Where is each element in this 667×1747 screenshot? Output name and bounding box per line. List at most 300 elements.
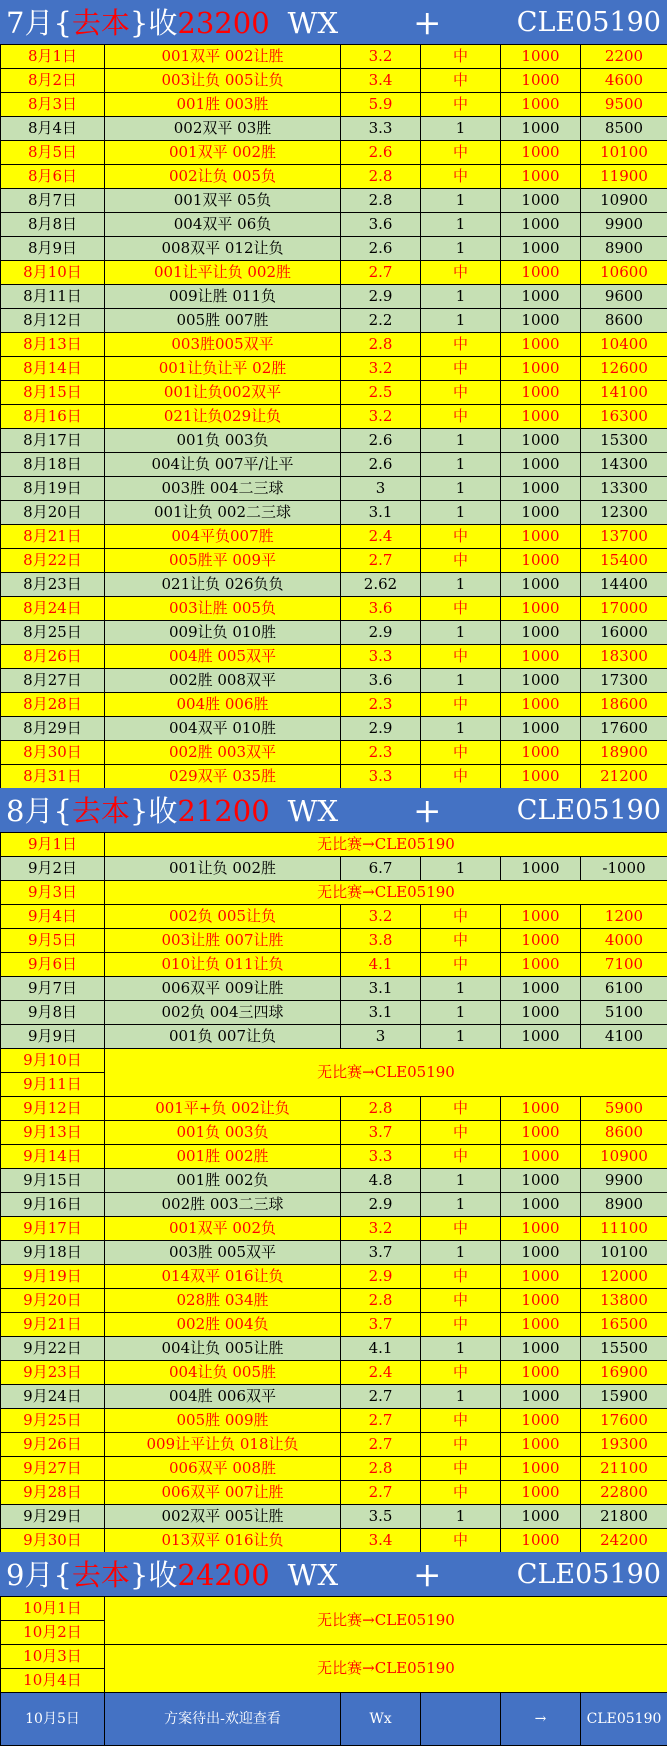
table-row <box>1 597 667 621</box>
pick-cell: 004胜 006双平 <box>105 1385 341 1409</box>
no-match-message: 无比赛→CLE05190 <box>105 881 667 905</box>
date-cell: 9月26日 <box>1 1433 105 1457</box>
date-cell: 10月1日 <box>1 1597 105 1621</box>
total-cell: -1000 <box>581 857 667 881</box>
no-match-row <box>1 881 667 905</box>
odds-cell: 3.7 <box>341 1121 421 1145</box>
date-cell: 9月17日 <box>1 1217 105 1241</box>
date-cell: 9月18日 <box>1 1241 105 1265</box>
odds-cell: 2.9 <box>341 717 421 741</box>
table-row <box>1 405 667 429</box>
table-row <box>1 1433 667 1457</box>
result-cell: 中 <box>421 953 501 977</box>
table-row <box>1 261 667 285</box>
date-cell: 8月26日 <box>1 645 105 669</box>
total-cell: 10100 <box>581 1241 667 1265</box>
table-row <box>1 573 667 597</box>
pick-cell: 003胜 005双平 <box>105 1241 341 1265</box>
date-cell: 9月16日 <box>1 1193 105 1217</box>
table-row <box>1 929 667 953</box>
stake-cell: 1000 <box>501 1457 581 1481</box>
total-cell: 8900 <box>581 1193 667 1217</box>
banner-month: 8月 <box>6 794 54 828</box>
banner-red-text: 去本 <box>71 6 130 40</box>
stake-cell: 1000 <box>501 1337 581 1361</box>
result-cell: 1 <box>421 501 501 525</box>
result-cell: 中 <box>421 381 501 405</box>
banner-mid: 收 <box>148 6 178 40</box>
date-cell: 8月23日 <box>1 573 105 597</box>
result-cell: 中 <box>421 93 501 117</box>
no-match-row <box>1 1597 667 1621</box>
pick-cell: 001让负让平 02胜 <box>105 357 341 381</box>
pick-cell: 002让负 005负 <box>105 165 341 189</box>
result-cell: 中 <box>421 45 501 69</box>
banner-code: CLE05190 <box>516 1559 661 1590</box>
date-cell: 8月6日 <box>1 165 105 189</box>
date-cell: 9月3日 <box>1 881 105 905</box>
record-table <box>0 1596 667 1746</box>
result-cell: 1 <box>421 717 501 741</box>
table-row <box>1 1241 667 1265</box>
odds-cell: 2.9 <box>341 621 421 645</box>
pick-cell: 003让胜 007让胜 <box>105 929 341 953</box>
table-row <box>1 1169 667 1193</box>
pick-cell: 004双平 010胜 <box>105 717 341 741</box>
date-cell: 9月14日 <box>1 1145 105 1169</box>
total-cell: 21200 <box>581 765 667 789</box>
odds-cell: 3 <box>341 1025 421 1049</box>
table-row <box>1 1289 667 1313</box>
stake-cell: 1000 <box>501 309 581 333</box>
total-cell: 9900 <box>581 1169 667 1193</box>
total-cell: 13800 <box>581 1289 667 1313</box>
pick-cell: 004双平 06负 <box>105 213 341 237</box>
banner-amount: 23200 <box>177 6 270 40</box>
table-row <box>1 977 667 1001</box>
date-cell: 9月29日 <box>1 1505 105 1529</box>
total-cell: 14300 <box>581 453 667 477</box>
pick-cell: 002双平 03胜 <box>105 117 341 141</box>
table-row <box>1 645 667 669</box>
date-cell: 8月10日 <box>1 261 105 285</box>
result-cell: 1 <box>421 857 501 881</box>
odds-cell: 2.9 <box>341 1265 421 1289</box>
total-cell: 17600 <box>581 1409 667 1433</box>
date-cell: 8月12日 <box>1 309 105 333</box>
footer-empty-cell <box>421 1693 501 1746</box>
banner-red-text: 去本 <box>71 794 130 828</box>
table-row <box>1 1217 667 1241</box>
total-cell: 9600 <box>581 285 667 309</box>
result-cell: 中 <box>421 741 501 765</box>
pick-cell: 014双平 016让负 <box>105 1265 341 1289</box>
odds-cell: 6.7 <box>341 857 421 881</box>
banner-code: CLE05190 <box>516 795 661 826</box>
date-cell: 8月31日 <box>1 765 105 789</box>
odds-cell: 4.1 <box>341 953 421 977</box>
stake-cell: 1000 <box>501 621 581 645</box>
total-cell: 6100 <box>581 977 667 1001</box>
arrow-icon: → <box>501 1693 581 1746</box>
table-row <box>1 1025 667 1049</box>
stake-cell: 1000 <box>501 141 581 165</box>
odds-cell: 2.4 <box>341 525 421 549</box>
total-cell: 18900 <box>581 741 667 765</box>
result-cell: 中 <box>421 405 501 429</box>
no-match-row <box>1 1645 667 1669</box>
date-cell: 9月27日 <box>1 1457 105 1481</box>
date-cell: 9月30日 <box>1 1529 105 1553</box>
result-cell: 中 <box>421 1313 501 1337</box>
pick-cell: 001让负002双平 <box>105 381 341 405</box>
record-table <box>0 44 667 789</box>
total-cell: 15500 <box>581 1337 667 1361</box>
date-cell: 8月7日 <box>1 189 105 213</box>
result-cell: 中 <box>421 525 501 549</box>
pick-cell: 001负 003负 <box>105 1121 341 1145</box>
total-cell: 21100 <box>581 1457 667 1481</box>
result-cell: 中 <box>421 1529 501 1553</box>
pick-cell: 004平负007胜 <box>105 525 341 549</box>
date-cell: 9月15日 <box>1 1169 105 1193</box>
no-match-message: 无比赛→CLE05190 <box>105 833 667 857</box>
date-cell: 8月18日 <box>1 453 105 477</box>
date-cell: 9月8日 <box>1 1001 105 1025</box>
footer-text: 方案待出-欢迎查看 <box>105 1693 341 1746</box>
table-row <box>1 309 667 333</box>
pick-cell: 009让胜 011负 <box>105 285 341 309</box>
banner-wx: WX <box>287 794 339 828</box>
total-cell: 5100 <box>581 1001 667 1025</box>
date-cell: 8月3日 <box>1 93 105 117</box>
pick-cell: 005胜 009胜 <box>105 1409 341 1433</box>
pick-cell: 001负 003负 <box>105 429 341 453</box>
total-cell: 11900 <box>581 165 667 189</box>
date-cell: 8月1日 <box>1 45 105 69</box>
date-cell: 10月4日 <box>1 1669 105 1693</box>
result-cell: 1 <box>421 237 501 261</box>
result-cell: 1 <box>421 1241 501 1265</box>
stake-cell: 1000 <box>501 1529 581 1553</box>
pick-cell: 006双平 007让胜 <box>105 1481 341 1505</box>
odds-cell: 2.7 <box>341 1385 421 1409</box>
date-cell: 9月19日 <box>1 1265 105 1289</box>
stake-cell: 1000 <box>501 857 581 881</box>
pick-cell: 009让负 010胜 <box>105 621 341 645</box>
stake-cell: 1000 <box>501 405 581 429</box>
pick-cell: 003胜005双平 <box>105 333 341 357</box>
total-cell: 14100 <box>581 381 667 405</box>
table-row <box>1 213 667 237</box>
odds-cell: 2.6 <box>341 141 421 165</box>
odds-cell: 3.4 <box>341 69 421 93</box>
table-row <box>1 1409 667 1433</box>
stake-cell: 1000 <box>501 237 581 261</box>
table-row <box>1 953 667 977</box>
stake-cell: 1000 <box>501 645 581 669</box>
result-cell: 中 <box>421 1481 501 1505</box>
result-cell: 中 <box>421 1457 501 1481</box>
odds-cell: 3.3 <box>341 1145 421 1169</box>
stake-cell: 1000 <box>501 501 581 525</box>
date-cell: 9月1日 <box>1 833 105 857</box>
total-cell: 7100 <box>581 953 667 977</box>
banner-code: CLE05190 <box>516 7 661 38</box>
result-cell: 中 <box>421 1433 501 1457</box>
table-row <box>1 741 667 765</box>
odds-cell: 2.8 <box>341 189 421 213</box>
total-cell: 17300 <box>581 669 667 693</box>
result-cell: 1 <box>421 669 501 693</box>
total-cell: 15300 <box>581 429 667 453</box>
pick-cell: 009让平让负 018让负 <box>105 1433 341 1457</box>
date-cell: 8月5日 <box>1 141 105 165</box>
date-cell: 8月22日 <box>1 549 105 573</box>
result-cell: 中 <box>421 1097 501 1121</box>
pick-cell: 001胜 002胜 <box>105 1145 341 1169</box>
odds-cell: 3.7 <box>341 1241 421 1265</box>
pick-cell: 013双平 016让负 <box>105 1529 341 1553</box>
stake-cell: 1000 <box>501 1193 581 1217</box>
pick-cell: 001让负 002胜 <box>105 857 341 881</box>
table-row <box>1 1529 667 1553</box>
pick-cell: 003胜 004二三球 <box>105 477 341 501</box>
result-cell: 1 <box>421 1025 501 1049</box>
pick-cell: 003让胜 005负 <box>105 597 341 621</box>
stake-cell: 1000 <box>501 1217 581 1241</box>
date-cell: 10月3日 <box>1 1645 105 1669</box>
pick-cell: 001胜 003胜 <box>105 93 341 117</box>
pick-cell: 001胜 002负 <box>105 1169 341 1193</box>
table-row <box>1 69 667 93</box>
result-cell: 中 <box>421 693 501 717</box>
footer-row <box>1 1693 667 1746</box>
total-cell: 4000 <box>581 929 667 953</box>
result-cell: 1 <box>421 977 501 1001</box>
table-row <box>1 429 667 453</box>
footer-date: 10月5日 <box>1 1693 105 1746</box>
date-cell: 8月30日 <box>1 741 105 765</box>
table-row <box>1 1337 667 1361</box>
pick-cell: 001双平 05负 <box>105 189 341 213</box>
result-cell: 中 <box>421 1145 501 1169</box>
odds-cell: 2.7 <box>341 1409 421 1433</box>
no-match-row <box>1 1049 667 1073</box>
table-row <box>1 93 667 117</box>
result-cell: 1 <box>421 189 501 213</box>
table-row <box>1 669 667 693</box>
stake-cell: 1000 <box>501 1001 581 1025</box>
date-cell: 8月11日 <box>1 285 105 309</box>
total-cell: 4100 <box>581 1025 667 1049</box>
odds-cell: 2.62 <box>341 573 421 597</box>
pick-cell: 004胜 006胜 <box>105 693 341 717</box>
result-cell: 中 <box>421 333 501 357</box>
stake-cell: 1000 <box>501 189 581 213</box>
stake-cell: 1000 <box>501 1433 581 1457</box>
total-cell: 16000 <box>581 621 667 645</box>
total-cell: 17000 <box>581 597 667 621</box>
pick-cell: 002胜 003二三球 <box>105 1193 341 1217</box>
banner-plus: + <box>413 791 442 831</box>
banner-summary <box>6 1552 338 1596</box>
odds-cell: 2.8 <box>341 333 421 357</box>
total-cell: 18300 <box>581 645 667 669</box>
table-row <box>1 693 667 717</box>
odds-cell: 2.4 <box>341 1361 421 1385</box>
stake-cell: 1000 <box>501 477 581 501</box>
table-row <box>1 549 667 573</box>
odds-cell: 3.6 <box>341 669 421 693</box>
stake-cell: 1000 <box>501 741 581 765</box>
result-cell: 中 <box>421 765 501 789</box>
pick-cell: 002负 005让负 <box>105 905 341 929</box>
total-cell: 10900 <box>581 189 667 213</box>
total-cell: 5900 <box>581 1097 667 1121</box>
date-cell: 9月22日 <box>1 1337 105 1361</box>
total-cell: 10600 <box>581 261 667 285</box>
stake-cell: 1000 <box>501 69 581 93</box>
result-cell: 1 <box>421 1337 501 1361</box>
stake-cell: 1000 <box>501 285 581 309</box>
pick-cell: 004让负 005让胜 <box>105 1337 341 1361</box>
total-cell: 18600 <box>581 693 667 717</box>
stake-cell: 1000 <box>501 929 581 953</box>
no-match-message: 无比赛→CLE05190 <box>105 1049 667 1097</box>
footer-wx: Wx <box>341 1693 421 1746</box>
date-cell: 8月16日 <box>1 405 105 429</box>
pick-cell: 001平+负 002让负 <box>105 1097 341 1121</box>
odds-cell: 3.3 <box>341 645 421 669</box>
total-cell: 21800 <box>581 1505 667 1529</box>
pick-cell: 008双平 012让负 <box>105 237 341 261</box>
result-cell: 1 <box>421 477 501 501</box>
month-summary-banner <box>0 1552 667 1596</box>
total-cell: 11100 <box>581 1217 667 1241</box>
table-row <box>1 141 667 165</box>
stake-cell: 1000 <box>501 261 581 285</box>
result-cell: 中 <box>421 645 501 669</box>
date-cell: 8月29日 <box>1 717 105 741</box>
odds-cell: 5.9 <box>341 93 421 117</box>
total-cell: 16500 <box>581 1313 667 1337</box>
banner-mid: 收 <box>148 794 178 828</box>
table-row <box>1 381 667 405</box>
stake-cell: 1000 <box>501 953 581 977</box>
pick-cell: 021让负029让负 <box>105 405 341 429</box>
table-row <box>1 1481 667 1505</box>
table-row <box>1 1265 667 1289</box>
stake-cell: 1000 <box>501 1145 581 1169</box>
result-cell: 1 <box>421 429 501 453</box>
date-cell: 8月9日 <box>1 237 105 261</box>
table-row <box>1 525 667 549</box>
pick-cell: 004胜 005双平 <box>105 645 341 669</box>
total-cell: 15400 <box>581 549 667 573</box>
odds-cell: 2.3 <box>341 693 421 717</box>
total-cell: 1200 <box>581 905 667 929</box>
table-row <box>1 765 667 789</box>
stake-cell: 1000 <box>501 1169 581 1193</box>
odds-cell: 3.3 <box>341 117 421 141</box>
total-cell: 13300 <box>581 477 667 501</box>
banner-mid: 收 <box>148 1558 178 1592</box>
date-cell: 8月17日 <box>1 429 105 453</box>
stake-cell: 1000 <box>501 357 581 381</box>
date-cell: 9月20日 <box>1 1289 105 1313</box>
odds-cell: 3.1 <box>341 501 421 525</box>
date-cell: 9月11日 <box>1 1073 105 1097</box>
result-cell: 1 <box>421 573 501 597</box>
date-cell: 8月27日 <box>1 669 105 693</box>
stake-cell: 1000 <box>501 525 581 549</box>
stake-cell: 1000 <box>501 549 581 573</box>
total-cell: 24200 <box>581 1529 667 1553</box>
pick-cell: 004让负 005胜 <box>105 1361 341 1385</box>
pick-cell: 002胜 004负 <box>105 1313 341 1337</box>
table-row <box>1 477 667 501</box>
pick-cell: 002双平 005让胜 <box>105 1505 341 1529</box>
stake-cell: 1000 <box>501 1289 581 1313</box>
odds-cell: 2.2 <box>341 309 421 333</box>
table-row <box>1 117 667 141</box>
stake-cell: 1000 <box>501 1241 581 1265</box>
total-cell: 16900 <box>581 1361 667 1385</box>
total-cell: 16300 <box>581 405 667 429</box>
pick-cell: 001双平 002让胜 <box>105 45 341 69</box>
pick-cell: 010让负 011让负 <box>105 953 341 977</box>
stake-cell: 1000 <box>501 977 581 1001</box>
date-cell: 9月23日 <box>1 1361 105 1385</box>
odds-cell: 3 <box>341 477 421 501</box>
banner-brace: } <box>129 6 149 40</box>
total-cell: 10900 <box>581 1145 667 1169</box>
stake-cell: 1000 <box>501 905 581 929</box>
result-cell: 中 <box>421 1265 501 1289</box>
total-cell: 9900 <box>581 213 667 237</box>
result-cell: 1 <box>421 1385 501 1409</box>
table-row <box>1 165 667 189</box>
pick-cell: 001双平 002负 <box>105 1217 341 1241</box>
stake-cell: 1000 <box>501 573 581 597</box>
pick-cell: 006双平 009让胜 <box>105 977 341 1001</box>
no-match-message: 无比赛→CLE05190 <box>105 1645 667 1693</box>
table-row <box>1 333 667 357</box>
stake-cell: 1000 <box>501 717 581 741</box>
odds-cell: 2.8 <box>341 1289 421 1313</box>
total-cell: 15900 <box>581 1385 667 1409</box>
pick-cell: 002胜 008双平 <box>105 669 341 693</box>
odds-cell: 3.4 <box>341 1529 421 1553</box>
table-row <box>1 501 667 525</box>
result-cell: 中 <box>421 141 501 165</box>
month-summary-banner <box>0 0 667 44</box>
result-cell: 1 <box>421 117 501 141</box>
table-row <box>1 45 667 69</box>
result-cell: 1 <box>421 309 501 333</box>
table-row <box>1 1001 667 1025</box>
result-cell: 中 <box>421 1289 501 1313</box>
stake-cell: 1000 <box>501 1313 581 1337</box>
table-row <box>1 1505 667 1529</box>
result-cell: 1 <box>421 621 501 645</box>
date-cell: 9月2日 <box>1 857 105 881</box>
odds-cell: 2.6 <box>341 429 421 453</box>
stake-cell: 1000 <box>501 117 581 141</box>
table-row <box>1 905 667 929</box>
date-cell: 8月19日 <box>1 477 105 501</box>
